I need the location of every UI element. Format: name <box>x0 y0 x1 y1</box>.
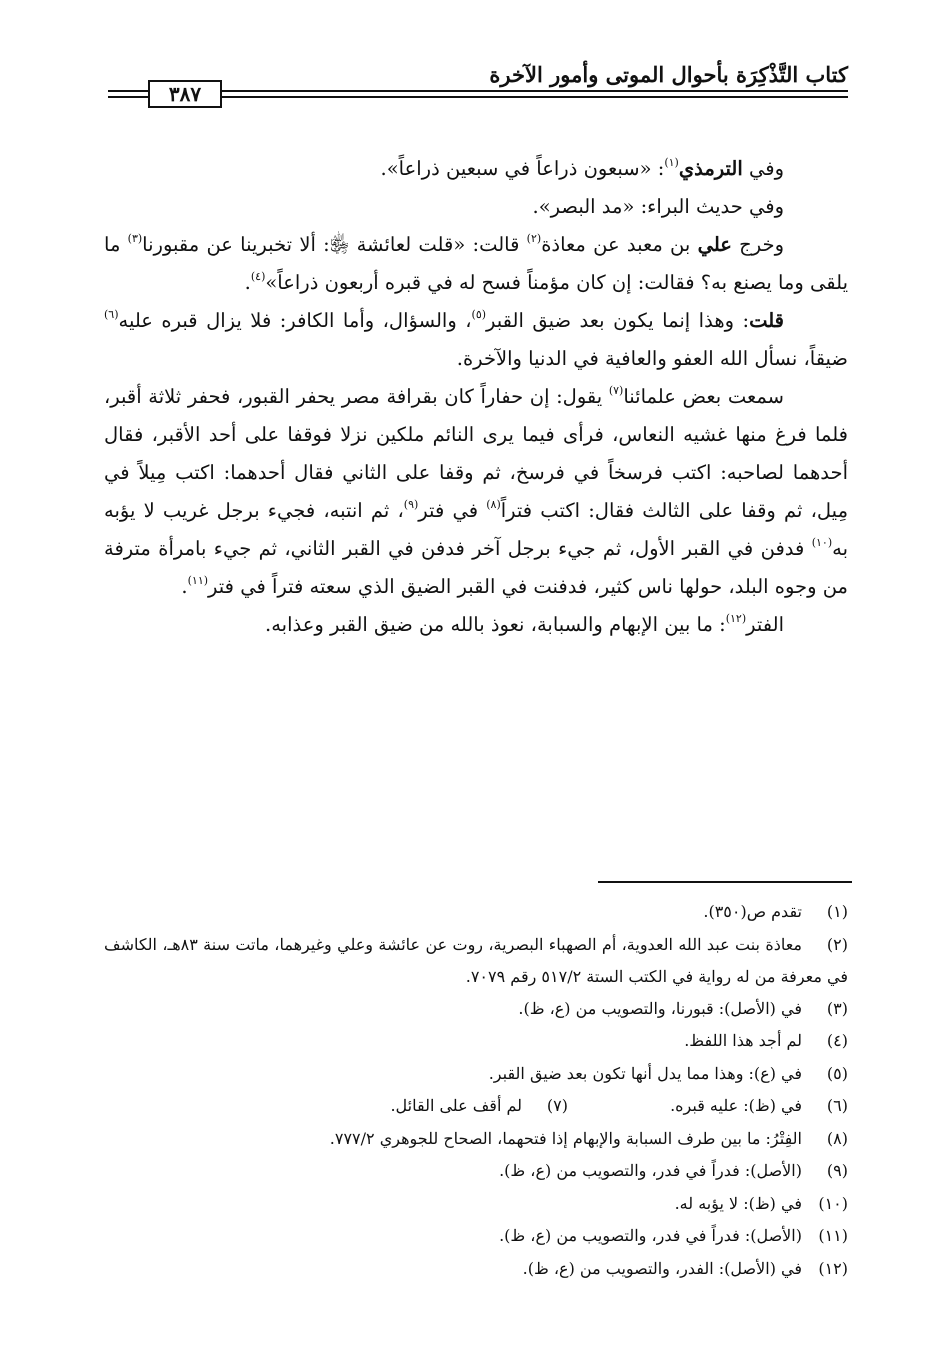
footnote-9 <box>104 1155 848 1188</box>
footnote-number: (٢) <box>826 934 849 954</box>
footnote-ref: (١١) <box>187 573 209 587</box>
paragraph-gravedigger <box>104 378 848 606</box>
footnote-text: لم أقف على القائل. <box>390 1096 522 1115</box>
text-run: ما يلقى وما يصنع به؟ فقالت: إن كان مؤمناً فسح له في قبره أربعون ذراعاً» <box>104 233 848 294</box>
footnote-number: (٤) <box>826 1031 848 1050</box>
footnote-ref: (١٠) <box>811 535 833 549</box>
footnote-number: (١) <box>826 902 848 921</box>
footnote-12 <box>104 1253 848 1286</box>
footnote-text: لم أجد هذا اللفظ. <box>684 1031 802 1050</box>
paragraph-baraa: وفي حديث البراء: «مد البصر». <box>532 195 784 218</box>
footnote-text: (الأصل): فدراً في فدر، والتصويب من (ع، ظ). <box>499 1226 802 1245</box>
text-run: سمعت بعض علمائنا <box>623 385 784 408</box>
text-run: : وهذا إنما يكون بعد ضيق القبر <box>486 309 750 332</box>
text-run: ضيقاً، نسأل الله العفو والعافية في الدنيا والآخرة. <box>456 347 848 370</box>
footnote-text: تقدم ص(٣٥٠). <box>703 902 802 921</box>
text-run: . <box>181 575 188 598</box>
bold-name: الترمذي <box>678 157 743 180</box>
paragraph-qultu <box>104 302 848 378</box>
footnote-ref: (٤) <box>250 269 266 283</box>
paragraph-tirmidhi <box>104 150 848 188</box>
footnote-text: الفِتْرُ: ما بين طرف السبابة والإبهام إذا فتحهما، الصحاح للجوهري ٧٧٧/٢. <box>329 1128 802 1148</box>
bold-label: قلت <box>749 309 785 332</box>
footnote-6-7-row <box>104 1090 848 1123</box>
footnote-ref: (٧) <box>608 383 624 397</box>
text-run: وخرج <box>731 233 784 256</box>
text-run: وفي <box>742 157 784 180</box>
footnote-number: (٩) <box>826 1161 848 1180</box>
footnote-text: (الأصل): فدراً في فدر، والتصويب من (ع، ظ). <box>499 1161 802 1180</box>
footnote-number: (٥) <box>826 1063 848 1083</box>
bold-name: علي <box>697 233 732 256</box>
footnote-ref: (٥) <box>471 307 487 321</box>
footnote-1 <box>104 896 848 929</box>
text-run: فدفن في القبر الأول، ثم جيء برجل آخر فدفن في القبر الثاني، ثم جيء بامرأة مترفة من وجوه البلد، حولها ناس كثير، فدفنت في القبر الضيق الذي سعته فتراً في فتر <box>104 537 848 598</box>
footnote-text: في (ظ): عليه قبره. <box>670 1096 802 1115</box>
footnote-11 <box>104 1220 848 1253</box>
footnote-text: معاذة بنت عبد الله العدوية، أم الصهباء البصرية، روت عن عائشة وعلي وغيرهما، ماتت سنة ٨٣هـ، الكاشف في معرفة من له رواية في الكتب الستة ٥١٧/٢ رقم ٧٠٧٩. <box>104 934 848 986</box>
text-run: في فتر <box>418 499 487 522</box>
footnote-2 <box>104 929 848 993</box>
footnote-number: (٦) <box>826 1096 848 1115</box>
footnote-text: في (ظ): لا يؤبه له. <box>674 1193 802 1213</box>
page-number: ٣٨٧ <box>148 80 222 108</box>
footnote-number: (٧) <box>546 1096 568 1115</box>
footnote-ref: (٣) <box>127 231 143 245</box>
footnote-text: في (ع): وهذا مما يدل أنها تكون بعد ضيق القبر. <box>488 1063 802 1083</box>
footnote-number: (١٢) <box>818 1258 848 1278</box>
text-run: ، والسؤال، وأما الكافر: فلا يزال قبره عليه <box>118 309 472 332</box>
footnote-number: (١٠) <box>818 1193 848 1213</box>
paragraph-fitr <box>104 606 848 644</box>
footnote-number: (٣) <box>826 998 848 1018</box>
running-title: كتاب التَّذْكِرَة بأحوال الموتى وأمور الآخرة <box>489 62 848 87</box>
footnote-ref: (٨) <box>486 497 501 511</box>
text-run: : «سبعون ذراعاً في سبعين ذراعاً». <box>380 157 665 180</box>
footnote-ref: (١٢) <box>725 611 747 625</box>
text-run: يقول: إن حفاراً كان بقرافة مصر يحفر القبور، فحفر ثلاثة أقبر، فلما فرغ منها غشيه النعاس، فرأى فيما يرى النائم ملكين نزلا فوقفا على أحد الأقبر، فقال أحدهما لصاحبه: اكتب فرسخاً في فرسخ، ثم وقفا على الثاني فقال أحدهما: اكتب مِيلاً في مِيل، ثم وقفا على الثالث فقال: اكتب فتراً <box>104 385 849 522</box>
footnote-ref: (١) <box>664 155 679 169</box>
text-run: ، ثم انتبه، فجيء برجل غريب لا يؤبه به <box>104 499 848 560</box>
text-run: قالت: «قلت لعائشة ﵂: ألا تخبرينا عن مقبورنا <box>142 233 527 256</box>
page-header <box>108 62 848 124</box>
text-run: . <box>244 271 251 294</box>
main-text <box>104 150 848 644</box>
paragraph-ali <box>104 226 848 302</box>
footnote-5 <box>104 1058 848 1091</box>
footnote-separator <box>598 881 852 883</box>
footnote-10 <box>104 1188 848 1221</box>
text-run: بن معبد عن معاذة <box>541 233 698 256</box>
text-run: الفتر <box>746 613 784 636</box>
text-run: : ما بين الإبهام والسبابة، نعوذ بالله من ضيق القبر وعذابه. <box>265 613 726 636</box>
footnote-ref: (٢) <box>526 231 542 245</box>
footnote-text: في (الأصل): قبورنا، والتصويب من (ع، ظ). <box>518 998 802 1018</box>
footnote-text: في (الأصل): الفدر، والتصويب من (ع، ظ). <box>522 1258 802 1278</box>
footnote-8 <box>104 1123 848 1156</box>
footnote-6 <box>670 1090 848 1123</box>
footnotes <box>104 896 848 1285</box>
footnote-4 <box>104 1025 848 1058</box>
footnote-number: (١١) <box>818 1226 848 1245</box>
footnote-3 <box>104 993 848 1026</box>
footnote-ref: (٦) <box>104 307 119 321</box>
footnote-ref: (٩) <box>403 497 419 511</box>
footnote-number: (٨) <box>826 1128 848 1148</box>
footnote-7 <box>390 1090 568 1123</box>
